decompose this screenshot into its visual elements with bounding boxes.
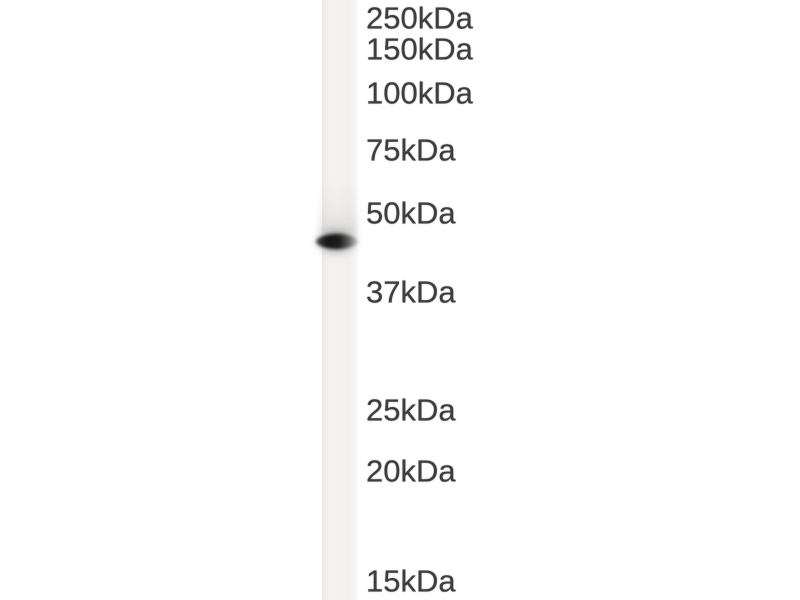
mw-marker-label: 25kDa [366,392,456,428]
mw-marker-label: 15kDa [366,563,456,599]
blot-lane [322,0,358,600]
mw-marker-label: 250kDa [366,0,473,36]
protein-band [316,234,358,249]
mw-marker-label: 100kDa [366,75,473,111]
mw-marker-label: 20kDa [366,453,456,489]
mw-marker-label: 37kDa [366,274,456,310]
mw-marker-label: 75kDa [366,132,456,168]
mw-marker-label: 150kDa [366,31,473,67]
mw-marker-label: 50kDa [366,195,456,231]
